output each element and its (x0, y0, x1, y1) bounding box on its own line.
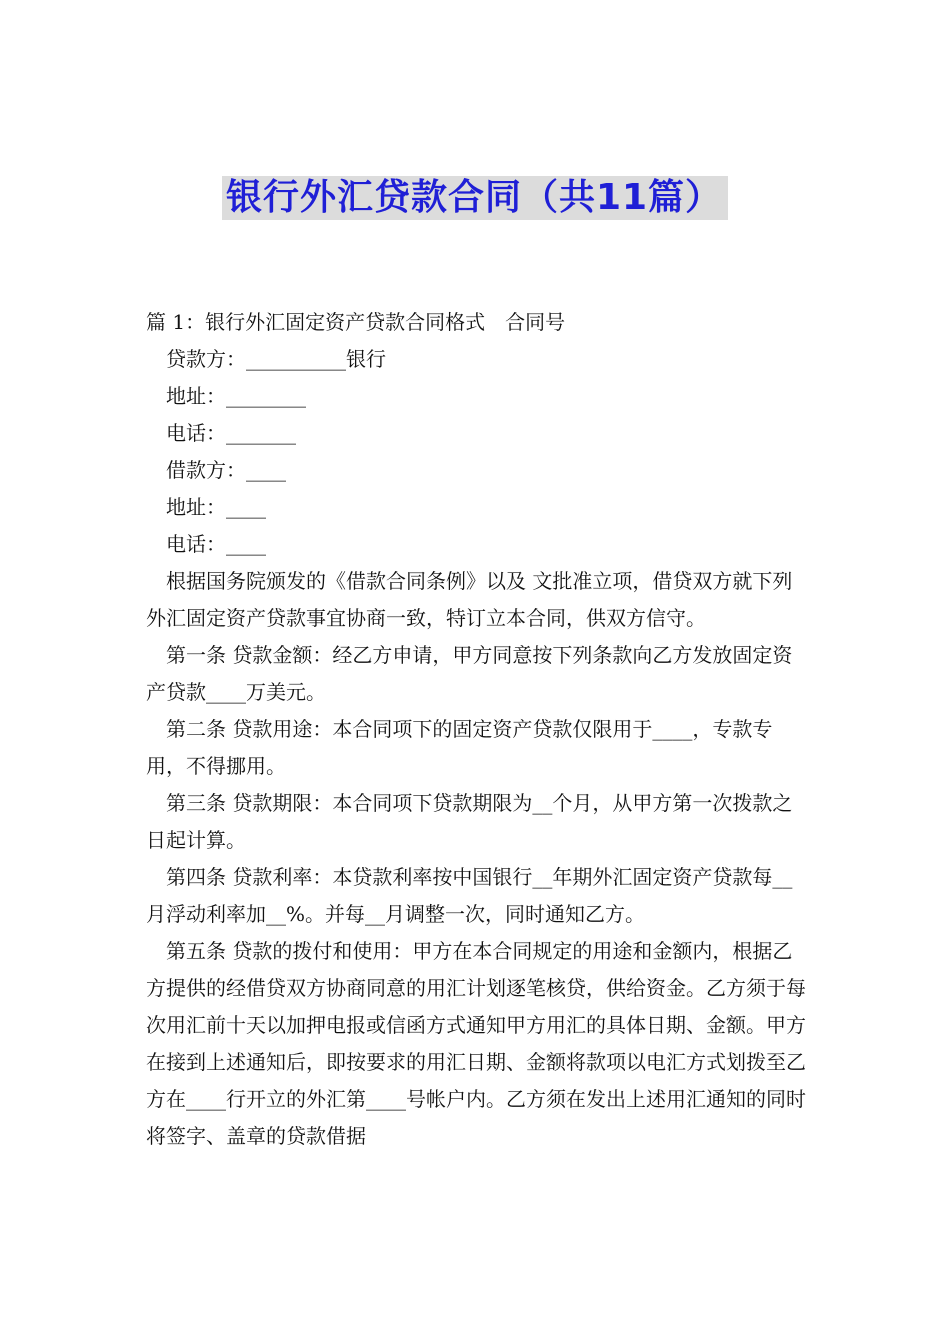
article-5: 第五条 贷款的拨付和使用：甲方在本合同规定的用途和金额内，根据乙方提供的经借贷双方协商同意的用汇计划逐笔核贷，供给资金。乙方须于每次用汇前十天以加押电报或信函方式通知甲方用汇的具体日期、金额。甲方在接到上述通知后，即按要求的用汇日期、金额将款项以电汇方式划拨至乙方在____行开立的外汇第____号帐户内。乙方须在发出上述用汇通知的同时将签字、盖章的贷款借据 (146, 939, 806, 1148)
title-container (0, 176, 950, 220)
article-2: 第二条 贷款用途：本合同项下的固定资产贷款仅限用于____，专款专用，不得挪用。 (146, 717, 773, 778)
section-heading: 篇 1：银行外汇固定资产贷款合同格式 合同号 (146, 310, 566, 334)
borrower-phone-line: 电话：____ (166, 532, 266, 556)
borrower-line: 借款方：____ (166, 458, 286, 482)
lender-phone-line: 电话：_______ (166, 421, 296, 445)
article-4: 第四条 贷款利率：本贷款利率按中国银行__年期外汇固定资产贷款每__月浮动利率加__%。并每__月调整一次，同时通知乙方。 (146, 865, 793, 926)
document-body (146, 304, 806, 1155)
lender-address-line: 地址：________ (166, 384, 306, 408)
article-3: 第三条 贷款期限：本合同项下贷款期限为__个月，从甲方第一次拨款之日起计算。 (146, 791, 793, 852)
borrower-address-line: 地址：____ (166, 495, 266, 519)
document-title: 银行外汇贷款合同（共11篇） (222, 176, 728, 220)
preamble-paragraph: 根据国务院颁发的《借款合同条例》以及 文批准立项，借贷双方就下列外汇固定资产贷款事宜协商一致，特订立本合同，供双方信守。 (146, 569, 793, 630)
lender-line: 贷款方：__________银行 (166, 347, 386, 371)
article-1: 第一条 贷款金额：经乙方申请，甲方同意按下列条款向乙方发放固定资产贷款____万美元。 (146, 643, 793, 704)
